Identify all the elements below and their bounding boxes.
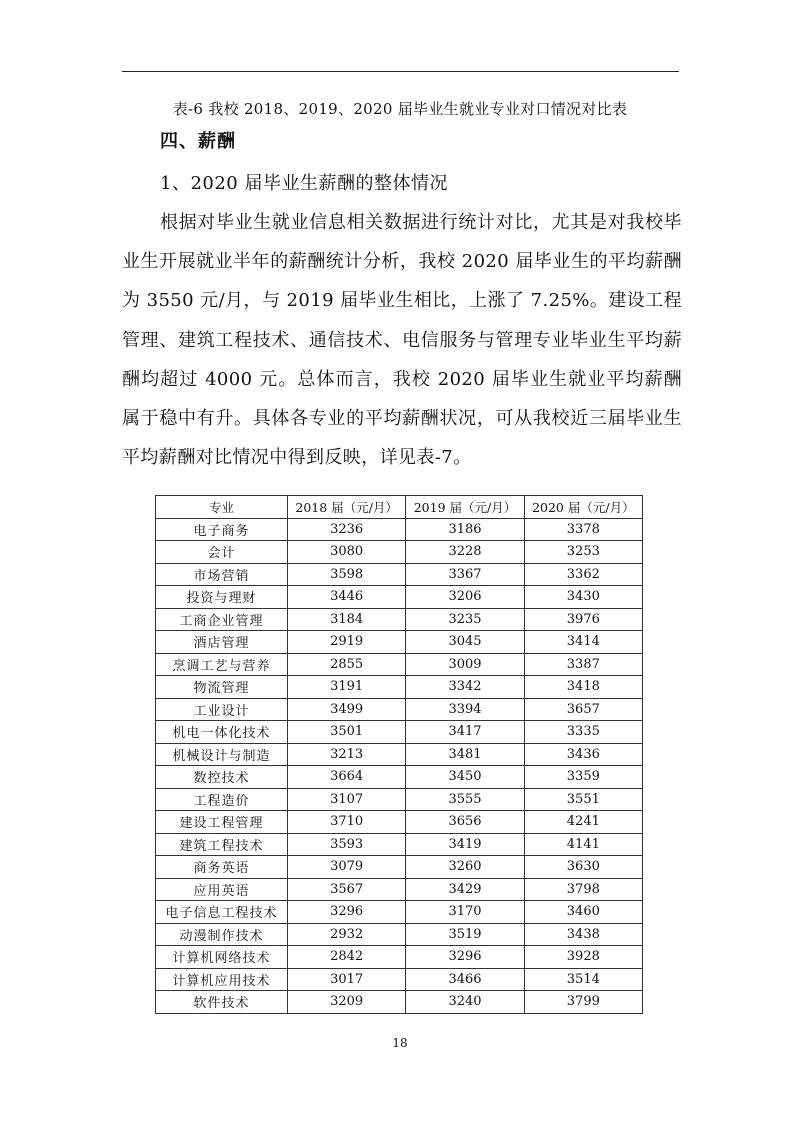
salary-2020-cell: 3928 xyxy=(524,946,642,969)
salary-2020-cell: 4141 xyxy=(524,833,642,856)
salary-2018-cell: 3499 xyxy=(288,698,406,721)
salary-2018-cell: 3080 xyxy=(288,541,406,564)
salary-2018-cell: 3710 xyxy=(288,811,406,834)
header-2019: 2019 届（元/月） xyxy=(406,496,524,519)
major-cell: 机电一体化技术 xyxy=(156,721,288,744)
table-row xyxy=(156,541,643,564)
table-row xyxy=(156,631,643,654)
table-row xyxy=(156,586,643,609)
salary-2020-cell: 3418 xyxy=(524,676,642,699)
table-row xyxy=(156,676,643,699)
salary-2020-cell: 3362 xyxy=(524,563,642,586)
major-cell: 计算机应用技术 xyxy=(156,968,288,991)
header-major: 专业 xyxy=(156,496,288,519)
major-cell: 工业设计 xyxy=(156,698,288,721)
salary-2019-cell: 3235 xyxy=(406,608,524,631)
salary-2018-cell: 3107 xyxy=(288,788,406,811)
salary-2020-cell: 4241 xyxy=(524,811,642,834)
salary-2019-cell: 3481 xyxy=(406,743,524,766)
salary-2018-cell: 3209 xyxy=(288,991,406,1014)
salary-2019-cell: 3240 xyxy=(406,991,524,1014)
major-cell: 电子信息工程技术 xyxy=(156,901,288,924)
salary-2020-cell: 3359 xyxy=(524,766,642,789)
salary-2018-cell: 2842 xyxy=(288,946,406,969)
salary-2020-cell: 3438 xyxy=(524,923,642,946)
table-row xyxy=(156,923,643,946)
salary-2020-cell: 3335 xyxy=(524,721,642,744)
table-row xyxy=(156,766,643,789)
major-cell: 机械设计与制造 xyxy=(156,743,288,766)
salary-2018-cell: 3664 xyxy=(288,766,406,789)
table-row xyxy=(156,901,643,924)
salary-2018-cell: 3598 xyxy=(288,563,406,586)
salary-2019-cell: 3296 xyxy=(406,946,524,969)
salary-2020-cell: 3551 xyxy=(524,788,642,811)
table-row xyxy=(156,698,643,721)
salary-2018-cell: 3191 xyxy=(288,676,406,699)
salary-2020-cell: 3514 xyxy=(524,968,642,991)
major-cell: 物流管理 xyxy=(156,676,288,699)
section-title: 四、薪酬 xyxy=(160,131,236,152)
salary-2019-cell: 3419 xyxy=(406,833,524,856)
table-row xyxy=(156,563,643,586)
salary-2019-cell: 3429 xyxy=(406,878,524,901)
salary-2019-cell: 3009 xyxy=(406,653,524,676)
header-2018: 2018 届（元/月） xyxy=(288,496,406,519)
salary-2020-cell: 3630 xyxy=(524,856,642,879)
table-row xyxy=(156,721,643,744)
table-row xyxy=(156,788,643,811)
table-row xyxy=(156,811,643,834)
major-cell: 酒店管理 xyxy=(156,631,288,654)
major-cell: 电子商务 xyxy=(156,518,288,541)
table-header-row xyxy=(156,496,643,519)
major-cell: 计算机网络技术 xyxy=(156,946,288,969)
salary-2020-cell: 3460 xyxy=(524,901,642,924)
table-6-caption: 表-6 我校 2018、2019、2020 届毕业生就业专业对口情况对比表 xyxy=(172,100,628,118)
major-cell: 软件技术 xyxy=(156,991,288,1014)
table-row xyxy=(156,743,643,766)
salary-2020-cell: 3436 xyxy=(524,743,642,766)
major-cell: 商务英语 xyxy=(156,856,288,879)
header-2020: 2020 届（元/月） xyxy=(524,496,642,519)
major-cell: 应用英语 xyxy=(156,878,288,901)
table-row xyxy=(156,653,643,676)
salary-2019-cell: 3170 xyxy=(406,901,524,924)
salary-2018-cell: 3017 xyxy=(288,968,406,991)
body-paragraph: 根据对毕业生就业信息相关数据进行统计对比，尤其是对我校毕业生开展就业半年的薪酬统计分析，我校 2020 届毕业生的平均薪酬为 3550 元/月，与 2019 届毕业生相比，上涨了 7.25%。建设工程管理、建筑工程技术、通信技术、电信服务与管理专业毕业生平均薪酬均超过 4000 元。总体而言，我校 2020 届毕业生就业平均薪酬属于稳中有升。具体各专业的平均薪酬状况，可从我校近三届毕业生平均薪酬对比情况中得到反映，详见表-7。 xyxy=(122,212,682,469)
salary-2020-cell: 3976 xyxy=(524,608,642,631)
salary-2019-cell: 3450 xyxy=(406,766,524,789)
salary-2018-cell: 3079 xyxy=(288,856,406,879)
salary-2020-cell: 3798 xyxy=(524,878,642,901)
salary-2019-cell: 3045 xyxy=(406,631,524,654)
salary-2020-cell: 3430 xyxy=(524,586,642,609)
table-body xyxy=(156,518,643,1013)
salary-2018-cell: 3567 xyxy=(288,878,406,901)
table-row xyxy=(156,518,643,541)
salary-2018-cell: 2919 xyxy=(288,631,406,654)
header-rule xyxy=(122,71,679,72)
major-cell: 数控技术 xyxy=(156,766,288,789)
major-cell: 工程造价 xyxy=(156,788,288,811)
salary-2019-cell: 3394 xyxy=(406,698,524,721)
salary-2020-cell: 3799 xyxy=(524,991,642,1014)
salary-2020-cell: 3387 xyxy=(524,653,642,676)
salary-2019-cell: 3342 xyxy=(406,676,524,699)
page-number: 18 xyxy=(392,1036,408,1050)
salary-2020-cell: 3657 xyxy=(524,698,642,721)
salary-2019-cell: 3656 xyxy=(406,811,524,834)
salary-2019-cell: 3228 xyxy=(406,541,524,564)
salary-2018-cell: 3236 xyxy=(288,518,406,541)
table-row xyxy=(156,968,643,991)
table-row xyxy=(156,878,643,901)
salary-2018-cell: 2855 xyxy=(288,653,406,676)
salary-2018-cell: 3501 xyxy=(288,721,406,744)
salary-2019-cell: 3206 xyxy=(406,586,524,609)
table-row xyxy=(156,991,643,1014)
salary-2018-cell: 3446 xyxy=(288,586,406,609)
table-row xyxy=(156,608,643,631)
salary-2019-cell: 3519 xyxy=(406,923,524,946)
major-cell: 烹调工艺与营养 xyxy=(156,653,288,676)
salary-2018-cell: 2932 xyxy=(288,923,406,946)
major-cell: 建设工程管理 xyxy=(156,811,288,834)
salary-2019-cell: 3186 xyxy=(406,518,524,541)
major-cell: 动漫制作技术 xyxy=(156,923,288,946)
major-cell: 建筑工程技术 xyxy=(156,833,288,856)
salary-2018-cell: 3184 xyxy=(288,608,406,631)
table-row xyxy=(156,946,643,969)
salary-2020-cell: 3253 xyxy=(524,541,642,564)
major-cell: 会计 xyxy=(156,541,288,564)
salary-2019-cell: 3367 xyxy=(406,563,524,586)
salary-table xyxy=(155,495,643,1014)
major-cell: 市场营销 xyxy=(156,563,288,586)
table-row xyxy=(156,856,643,879)
table-row xyxy=(156,833,643,856)
salary-2020-cell: 3414 xyxy=(524,631,642,654)
salary-2019-cell: 3466 xyxy=(406,968,524,991)
salary-2019-cell: 3555 xyxy=(406,788,524,811)
major-cell: 工商企业管理 xyxy=(156,608,288,631)
major-cell: 投资与理财 xyxy=(156,586,288,609)
salary-2019-cell: 3417 xyxy=(406,721,524,744)
salary-2018-cell: 3296 xyxy=(288,901,406,924)
salary-2018-cell: 3213 xyxy=(288,743,406,766)
subsection-title: 1、2020 届毕业生薪酬的整体情况 xyxy=(160,173,448,194)
salary-2019-cell: 3260 xyxy=(406,856,524,879)
salary-2018-cell: 3593 xyxy=(288,833,406,856)
salary-2020-cell: 3378 xyxy=(524,518,642,541)
